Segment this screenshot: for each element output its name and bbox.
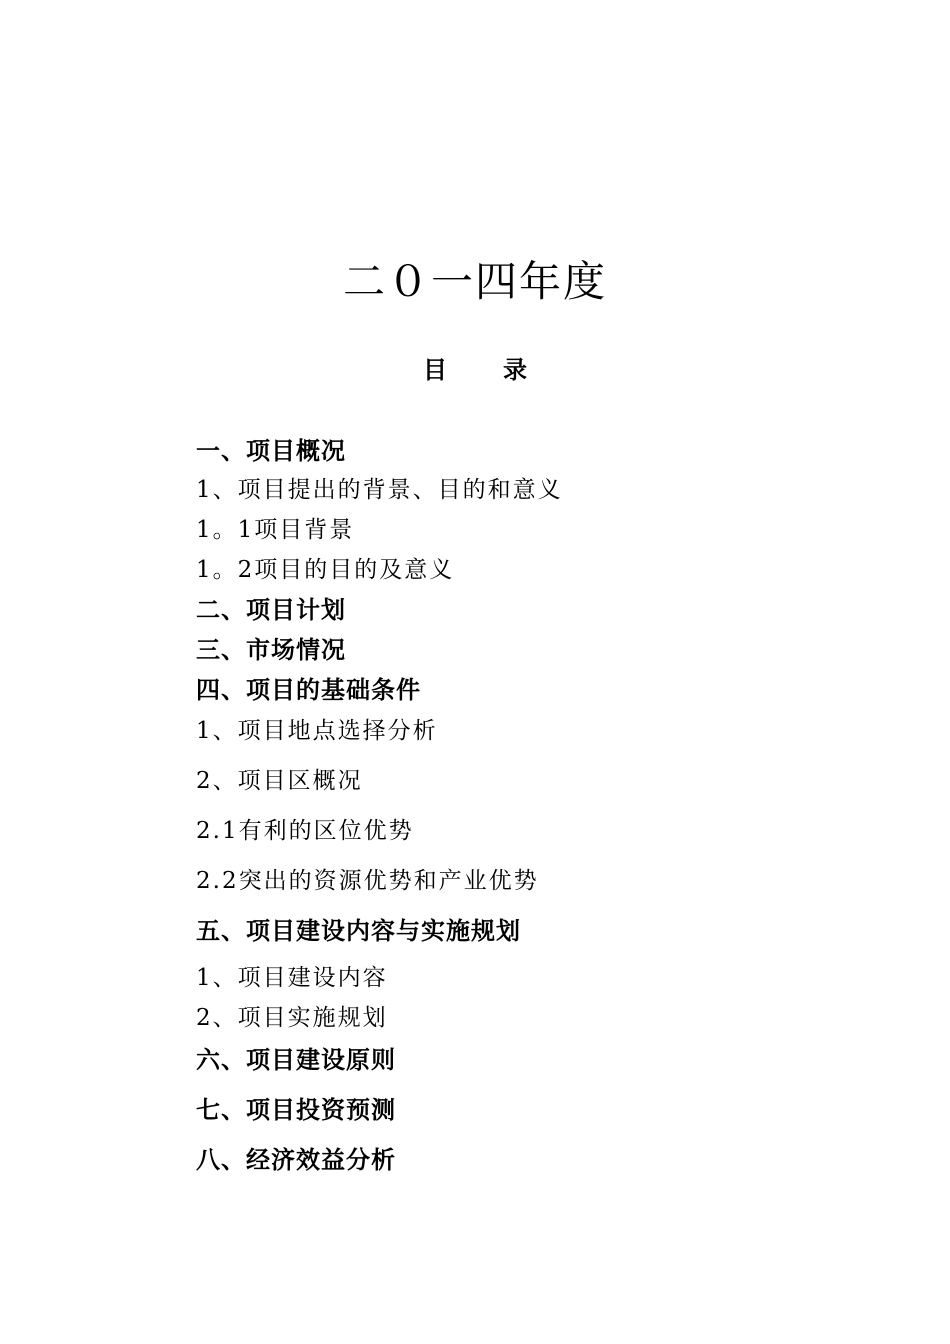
- toc-heading-char-2: 录: [503, 355, 527, 384]
- toc-subsection-4-2-2[interactable]: 2.2突出的资源优势和产业优势: [196, 868, 539, 894]
- toc-section-7[interactable]: 七、项目投资预测: [196, 1096, 396, 1124]
- toc-subsection-5-1[interactable]: 1、项目建设内容: [196, 965, 388, 991]
- toc-section-2[interactable]: 二、项目计划: [196, 596, 346, 624]
- toc-subsection-5-2[interactable]: 2、项目实施规划: [196, 1005, 388, 1031]
- toc-section-4[interactable]: 四、项目的基础条件: [196, 676, 421, 704]
- toc-heading-char-1: 目: [423, 355, 447, 384]
- toc-subsection-1-1-1[interactable]: 1。1项目背景: [196, 517, 355, 543]
- toc-subsection-1-1[interactable]: 1、项目提出的背景、目的和意义: [196, 477, 563, 503]
- toc-subsection-4-1[interactable]: 1、项目地点选择分析: [196, 718, 438, 744]
- year-title: 二０一四年度: [342, 257, 607, 306]
- toc-subsection-4-2-1[interactable]: 2.1有利的区位优势: [196, 818, 414, 844]
- toc-section-1[interactable]: 一、项目概况: [196, 437, 346, 465]
- toc-section-5[interactable]: 五、项目建设内容与实施规划: [196, 917, 521, 945]
- toc-subsection-4-2[interactable]: 2、项目区概况: [196, 768, 363, 794]
- toc-section-3[interactable]: 三、市场情况: [196, 636, 346, 664]
- toc-heading: [0, 352, 950, 388]
- toc-section-6[interactable]: 六、项目建设原则: [196, 1046, 396, 1074]
- toc-section-8[interactable]: 八、经济效益分析: [196, 1146, 396, 1174]
- toc-subsection-1-1-2[interactable]: 1。2项目的目的及意义: [196, 557, 455, 583]
